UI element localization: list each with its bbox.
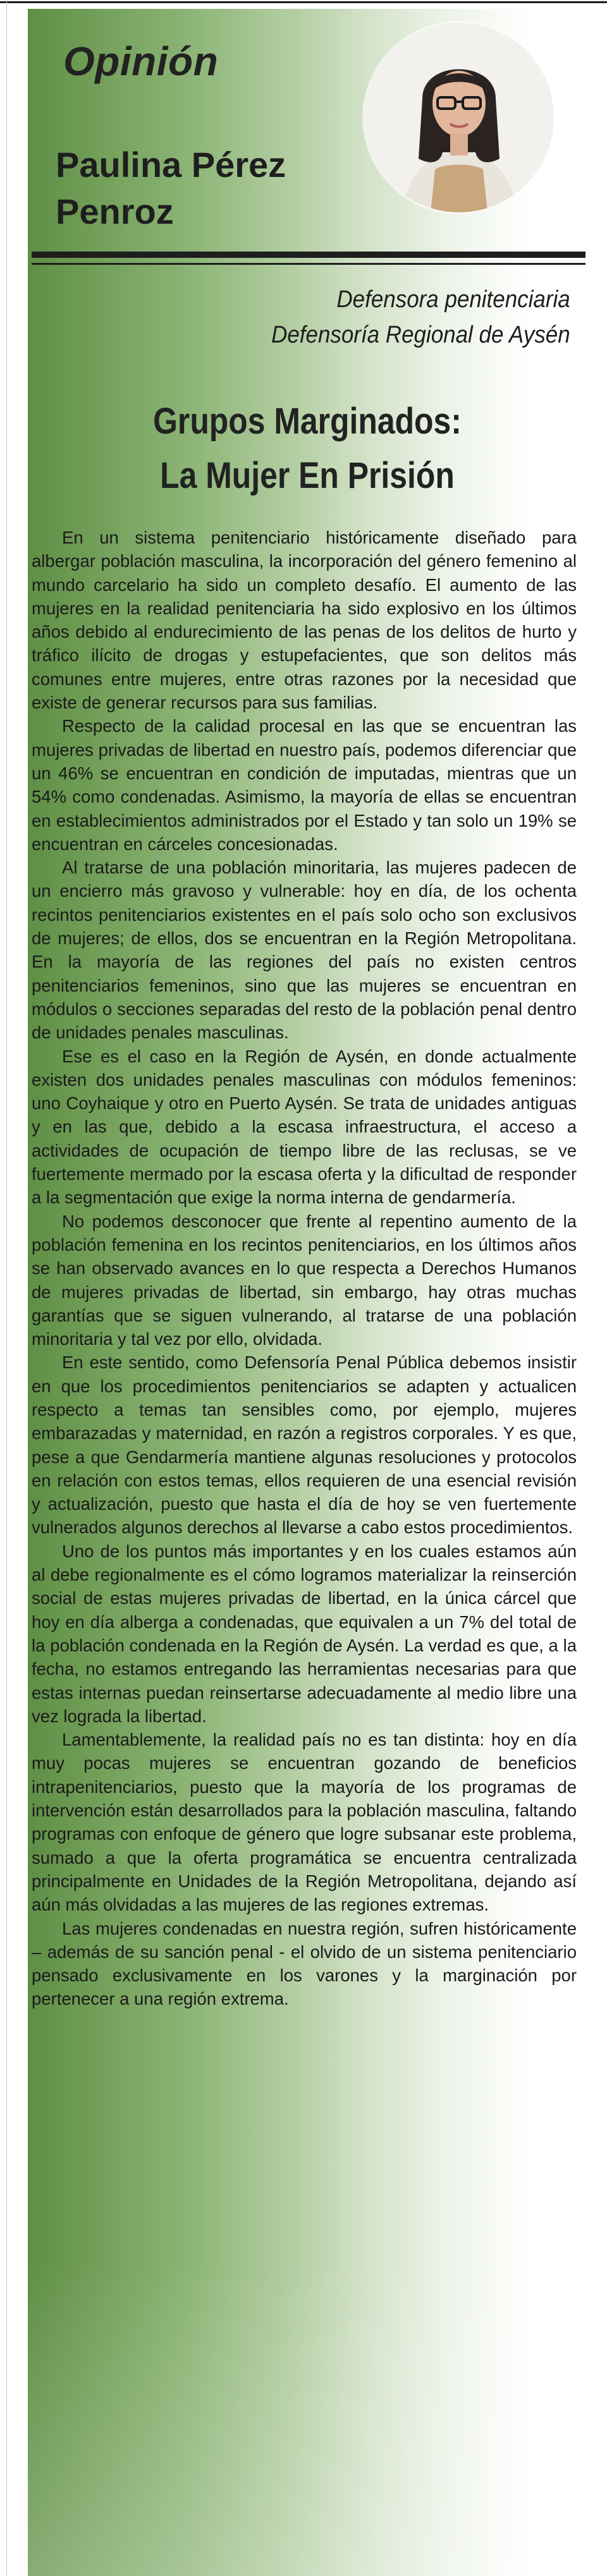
author-portrait-image [364,23,554,212]
header-divider [32,252,586,258]
article-paragraph: Uno de los puntos más importantes y en los cuales estamos aún al debe regionalmente es el cómo logramos materializar la reinserción social de estas mujeres privadas de libertad, en la única cárcel que hoy en día alberga a condenadas, que equivalen a un 7% del total de la población condenada en la Región de Aysén. La verdad es que, a la fecha, no estamos entregando las herramientas necesarias para que estas internas puedan reinsertarse adecuadamente al medio libre una vez lograda la libertad. [32,1541,577,1726]
author-name-line1: Paulina Pérez [56,145,286,185]
author-role-line2: Defensoría Regional de Aysén [271,322,570,348]
article-paragraph: Lamentablemente, la realidad país no es tan distinta: hoy en día muy pocas mujeres se encuentran gozando de beneficios intrapenitenciarios, puesto que la mayoría de los programas de intervención están desarrollados para la población masculina, faltando programas con enfoque de género que logre subsanar este problema, sumado a que la oferta programática se encuentra centralizada principalmente en Unidades de la Región Metropolitana, dejando así aún más olvidadas a las mujeres de las regiones extremas. [32,1730,577,1915]
article-paragraph: Respecto de la calidad procesal en las que se encuentran las mujeres privadas de libertad en nuestro país, podemos diferenciar que un 46% se encuentran en condición de imputadas, mientras que un 54% como condenadas. Asimismo, la mayoría de ellas se encuentran en establecimientos administrados por el Estado y tan solo un 19% se encuentran en cárceles concesionadas. [32,716,577,854]
article-title-line2: La Mujer En Prisión [160,455,455,496]
page-margin-line [6,0,7,2576]
author-name-line2: Penroz [56,191,174,231]
article-paragraph: Al tratarse de una población minoritaria, las mujeres padecen de un encierro más gravoso y vulnerable: hoy en día, de los ochenta recintos penitenciarios existentes en el país solo ocho son exclusivos de mujeres; de ellos, dos se encuentran en la Región Metropolitana. En la mayoría de las regiones del país no existen centros penitenciarios femeninos, sino que las mujeres se encuentran en módulos o secciones separadas del resto de la población penal dentro de unidades penales masculinas. [32,858,577,1043]
section-label: Opinión [63,39,219,84]
author-role [271,282,570,353]
page-top-rule [0,1,607,3]
author-name [56,142,384,235]
article-paragraph: En este sentido, como Defensoría Penal Pública debemos insistir en que los procedimientos penitenciarios se adapten y actualicen respecto a temas tan sensibles como, por ejemplo, mujeres embarazadas y maternidad, en razón a registros corporales. Y es que, pese a que Gendarmería mantiene algunas resoluciones y protocolos en relación con estos temas, ellos requieren de una esencial revisión y actualización, puesto que hasta el día de hoy se ven fuertemente vulnerados algunos derechos al llevarse a cabo estos procedimientos. [32,1352,577,1538]
author-role-line1: Defensora penitenciaria [336,286,570,313]
article-title [67,394,548,503]
article-paragraph: Ese es el caso en la Región de Aysén, en donde actualmente existen dos unidades penales masculinas con módulos femeninos: uno Coyhaique y otro en Puerto Aysén. Se trata de unidades antiguas y en las que, debido a la escasa infraestructura, el acceso a actividades de ocupación de tiempo libre de las reclusas, se ve fuertemente mermado por la escasa oferta y la dificultad de responder a la segmentación que exige la norma interna de gendarmería. [32,1046,577,1208]
article-paragraph: No podemos desconocer que frente al repentino aumento de la población femenina en los recintos penitenciarios, en los últimos años se han observado avances en lo que respecta a Derechos Humanos de mujeres privadas de libertad, sin embargo, hay otras muchas garantías que se siguen vulnerando, al tratarse de una población minoritaria y tal vez por ello, olvidada. [32,1211,577,1349]
article-paragraph: Las mujeres condenadas en nuestra región, sufren históricamente – además de su sanción penal - el olvido de un sistema penitenciario pensado exclusivamente en los varones y la marginación por pertenecer a una región extrema. [32,1918,577,2009]
header-divider-thin [32,263,586,265]
article-title-line1: Grupos Marginados: [153,401,462,442]
article-body [32,526,577,2011]
opinion-column [28,9,587,2576]
author-portrait [364,23,554,212]
article-paragraph: En un sistema penitenciario históricamente diseñado para albergar población masculina, la incorporación del género femenino al mundo carcelario ha sido un completo desafío. El aumento de las mujeres en la realidad penitenciaria ha sido explosivo en los últimos años debido al endurecimiento de las penas de los delitos de hurto y tráfico ilícito de drogas y estupefacientes, que son delitos más comunes entre mujeres, entre otras razones por la necesidad que existe de generar recursos para sus familias. [32,528,577,713]
